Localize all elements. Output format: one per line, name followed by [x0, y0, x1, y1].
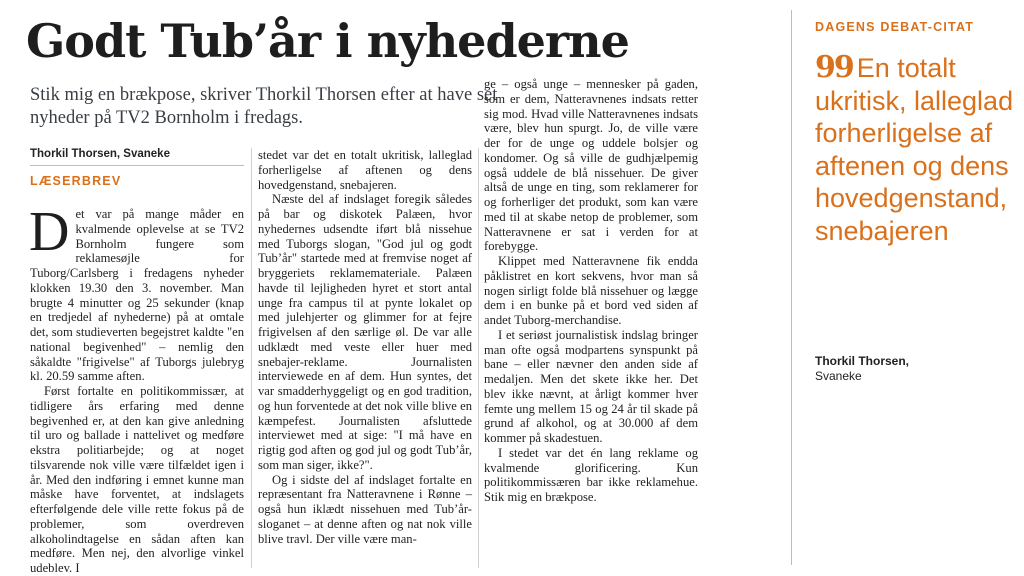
article-column-3 — [484, 77, 698, 505]
paragraph: stedet var det en totalt ukritisk, lalleglad forherligelse af aftenen og dens hovedgenstand, snebajeren. — [258, 148, 472, 192]
quote-author-place: Svaneke — [815, 369, 862, 383]
paragraph: Næste del af indslaget foregik således på bar og diskotek Palæen, hvor nyhedernes udsendte iført blå nissehue med Tuborgs slogan, "God jul og godt Tub’år" startede med at fremvise noget af bryggeriets reklamemateriale. Palæen havde til lejligheden hyret et stort antal unge fra campus til at pynte lokalet op med julehjerter og glimmer for at fejre frigivelsen af den særlige øl. De var alle udklædt med veste eller huer med snebajer-reklame. Journalisten interviewede en af dem. Hun syntes, det var smadderhyggeligt og en god tradition, og hun forventede at det nok ville blive en kæmpefest. Journalisten afsluttede interviewet med at sige: "I må have en rigtig god aften og god jul og godt Tub’år, som man siger, ikke?". — [258, 192, 472, 472]
dropcap: D — [29, 201, 70, 263]
quote-author-name: Thorkil Thorsen, — [815, 354, 910, 368]
quote-mark-icon: 99 — [815, 50, 853, 85]
sidebar-divider — [791, 10, 792, 565]
paragraph: I stedet var det én lang reklame og kvalmende glorificering. Kun politikommissæren bar ikke reklamehue. Stik mig en brækpose. — [484, 445, 698, 504]
pull-quote — [815, 52, 1015, 247]
paragraph: Først fortalte en politikommissær, at tidligere års erfaring med denne begivenhed er, at den kan give anledning til uro og ballade i nattelivet og medføre ekstra politiarbejde; og at noget tilsvarende nok ville være tilfældet igen i år. Med den indføring i emnet kunne man måske have forventet, at indslagets efterfølgende dele ville rette fokus på de problemer, som overdreven alkoholindtagelse en sådan aften kan medføre. Men nej, den alvorlige vinkel udeblev. I — [30, 384, 244, 575]
article-byline: Thorkil Thorsen, Svaneke — [30, 148, 244, 166]
paragraph: ge – også unge – mennesker på gaden, som er dem, Natteravnenes indsats retter sig mod. Hvad ville Natteravnenes indsats være, blev hun spurgt. Jo, de ville være der for de unge og uddele bolsjer og kondomer. Og så ville de gudhjælpemig også uddele de blå nissehuer. De giver altså de unge en ting, som reklamerer for og forherliger det produkt, som kan være med til at skabe netop de problemer, som Natteravnene er sat i verden for at forebygge. — [484, 77, 698, 254]
quote-attribution — [815, 354, 909, 384]
paragraph: Klippet med Natteravnene fik endda påklistret en kort sekvens, hvor man så nogen sirligt folde blå nissehuer og lægge dem i en bunke på et bord ved siden af andet Tuborg-merchandise. — [484, 254, 698, 327]
article-column-2 — [258, 148, 472, 546]
article-column-1 — [29, 201, 244, 576]
article-subheadline: Stik mig en brækpose, skriver Thorkil Thorsen efter at have set nyheder på TV2 Bornholm i fredags. — [30, 85, 498, 128]
section-label: LÆSERBREV — [30, 174, 122, 188]
sidebar-label: DAGENS DEBAT-CITAT — [815, 20, 975, 34]
pull-quote-text: En totalt ukritisk, lalleglad forherligelse af aftenen og dens hovedgenstand, snebajeren — [815, 53, 1014, 246]
column-divider — [251, 148, 252, 568]
paragraph: I et seriøst journalistisk indslag bringer man ofte også modpartens synspunkt på bane – eller nævner den anden side af medaljen. Men det skete ikke her. Det blev ikke nævnt, at årligt kommer hver femte ung mellem 15 og 24 år til skade på grund af alkohol, og at 30.000 af dem kommer på skadestuen. — [484, 327, 698, 445]
paragraph: et var på mange måder en kvalmende oplevelse at se TV2 Bornholm fungere som reklamesøjle for Tuborg/Carlsberg i fredagens nyheder klokken 19.30 den 3. november. Man brugte 4 minutter og 25 sekunder (knap en tredjedel af nyhederne) på at omtale det, som studieverten begejstret kaldte "en national begivenhed" – nemlig den såkaldte "frigivelse" af Tuborgs julebryg kl. 20.59 samme aften. — [30, 207, 244, 384]
paragraph: Og i sidste del af indslaget fortalte en repræsentant fra Natteravnene i Rønne – også hun iklædt nissehuen med Tub’år-sloganet – at denne aften og nat nok ville blive travl. Der ville være man- — [258, 472, 472, 546]
column-divider — [478, 148, 479, 568]
article-headline: Godt Tub’år i nyhederne — [26, 14, 629, 68]
